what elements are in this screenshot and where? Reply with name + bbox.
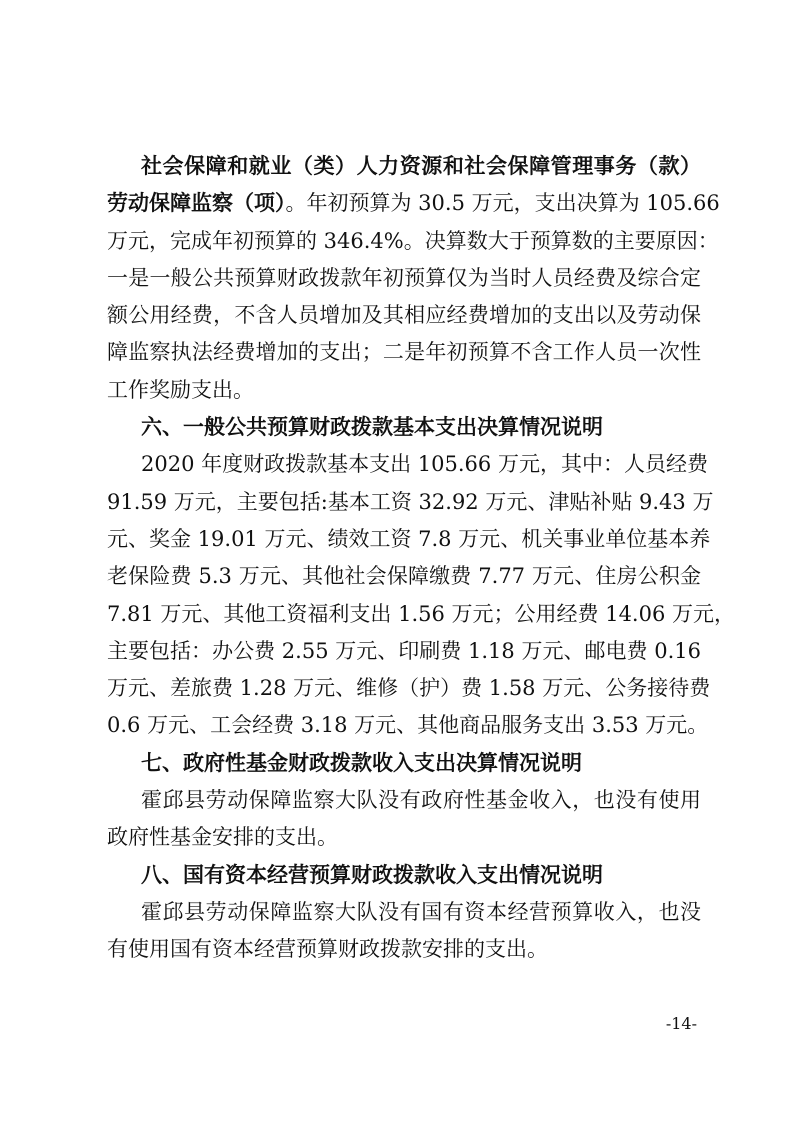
section-heading: 七、政府性基金财政拨款收入支出决算情况说明: [141, 750, 582, 775]
paragraph-line: 障监察执法经费增加的支出；二是年初预算不含工作人员一次性: [107, 340, 701, 365]
text-run: 。年初预算为 30.5 万元，支出决算为 105.66: [285, 191, 720, 216]
paragraph-line: 政府性基金安排的支出。: [107, 825, 338, 850]
paragraph-line: 万元，完成年初预算的 346.4%。决算数大于预算数的主要原因：: [107, 228, 719, 253]
section-heading: 六、一般公共预算财政拨款基本支出决算情况说明: [141, 415, 603, 440]
page-number: -14-: [665, 1014, 697, 1033]
paragraph-line: 0.6 万元、工会经费 3.18 万元、其他商品服务支出 3.53 万元。: [107, 713, 709, 738]
paragraph-line: 额公用经费，不含人员增加及其相应经费增加的支出以及劳动保: [107, 303, 701, 328]
paragraph-line: 主要包括：办公费 2.55 万元、印刷费 1.18 万元、邮电费 0.16: [107, 638, 701, 663]
paragraph-line: 工作奖励支出。: [107, 377, 254, 402]
document-body: [107, 148, 736, 969]
paragraph-line: 霍邱县劳动保障监察大队没有国有资本经营预算收入，也没: [141, 899, 701, 924]
paragraph-line: 91.59 万元，主要包括:基本工资 32.92 万元、津贴补贴 9.43 万: [107, 489, 714, 514]
paragraph-line: 2020 年度财政拨款基本支出 105.66 万元，其中：人员经费: [141, 452, 708, 477]
paragraph-line: 有使用国有资本经营预算财政拨款安排的支出。: [107, 937, 548, 962]
paragraph-line: 霍邱县劳动保障监察大队没有政府性基金收入，也没有使用: [141, 788, 701, 813]
paragraph-line: 万元、差旅费 1.28 万元、维修（护）费 1.58 万元、公务接待费: [107, 676, 711, 701]
paragraph-line: 元、奖金 19.01 万元、绩效工资 7.8 万元、机关事业单位基本养: [107, 526, 711, 551]
paragraph-line: 老保险费 5.3 万元、其他社会保障缴费 7.77 万元、住房公积金: [107, 564, 701, 589]
bold-lead: 劳动保障监察（项）: [107, 191, 286, 216]
paragraph-line: [107, 185, 720, 222]
paragraph-line: 一是一般公共预算财政拨款年初预算仅为当时人员经费及综合定: [107, 265, 701, 290]
paragraph-line: 7.81 万元、其他工资福利支出 1.56 万元；公用经费 14.06 万元，: [107, 601, 736, 626]
section-heading: 八、国有资本经营预算财政拨款收入支出情况说明: [141, 862, 603, 887]
paragraph-lead: 社会保障和就业（类）人力资源和社会保障管理事务（款）: [141, 154, 701, 178]
